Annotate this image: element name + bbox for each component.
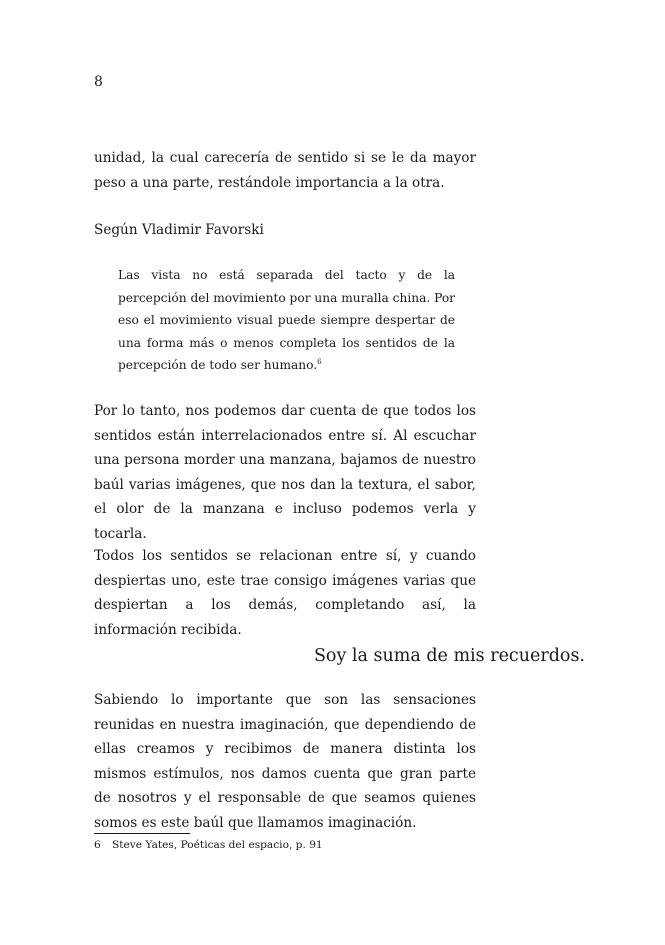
citation-intro: Según Vladimir Favorski bbox=[94, 222, 264, 238]
footnote-divider bbox=[94, 833, 190, 834]
block-quote bbox=[118, 264, 455, 377]
footnote bbox=[94, 836, 323, 854]
paragraph-sentidos-relacionan: Todos los sentidos se relacionan entre sí, y cuando despiertas uno, este trae consigo imágenes varias que despiertan a los demás, completando así, la información recibida. bbox=[94, 548, 476, 638]
footnote-number: 6 bbox=[94, 839, 101, 851]
paragraph-sentidos-interrelacionados: Por lo tanto, nos podemos dar cuenta de que todos los sentidos están interrelacionados entre sí. Al escuchar una persona morder una manzana, bajamos de nuestro baúl varias imágenes, que nos dan la textura, el sabor, el olor de la manzana e incluso podemos verla y tocarla. bbox=[94, 403, 476, 542]
page-number: 8 bbox=[94, 74, 103, 90]
paragraph-imaginacion: Sabiendo lo importante que son las sensaciones reunidas en nuestra imaginación, que dependiendo de ellas creamos y recibimos de manera distinta los mismos estímulos, nos damos cuenta que gran parte de nosotros y el responsable de que seamos quienes somos es este baúl que llamamos imaginación. bbox=[94, 692, 476, 831]
footnote-text: Steve Yates, Poéticas del espacio, p. 91 bbox=[112, 839, 323, 851]
section-heading: Soy la suma de mis recuerdos. bbox=[313, 646, 585, 666]
block-quote-text: Las vista no está separada del tacto y de la percepción del movimiento por una muralla china. Por eso el movimiento visual puede siempre despertar de una forma más o menos completa los sentidos de la percepción de todo ser humano. bbox=[118, 268, 455, 372]
footnote-reference: 6 bbox=[317, 358, 322, 366]
paragraph-unidad: unidad, la cual carecería de sentido si se le da mayor peso a una parte, restándole importancia a la otra. bbox=[94, 150, 476, 191]
